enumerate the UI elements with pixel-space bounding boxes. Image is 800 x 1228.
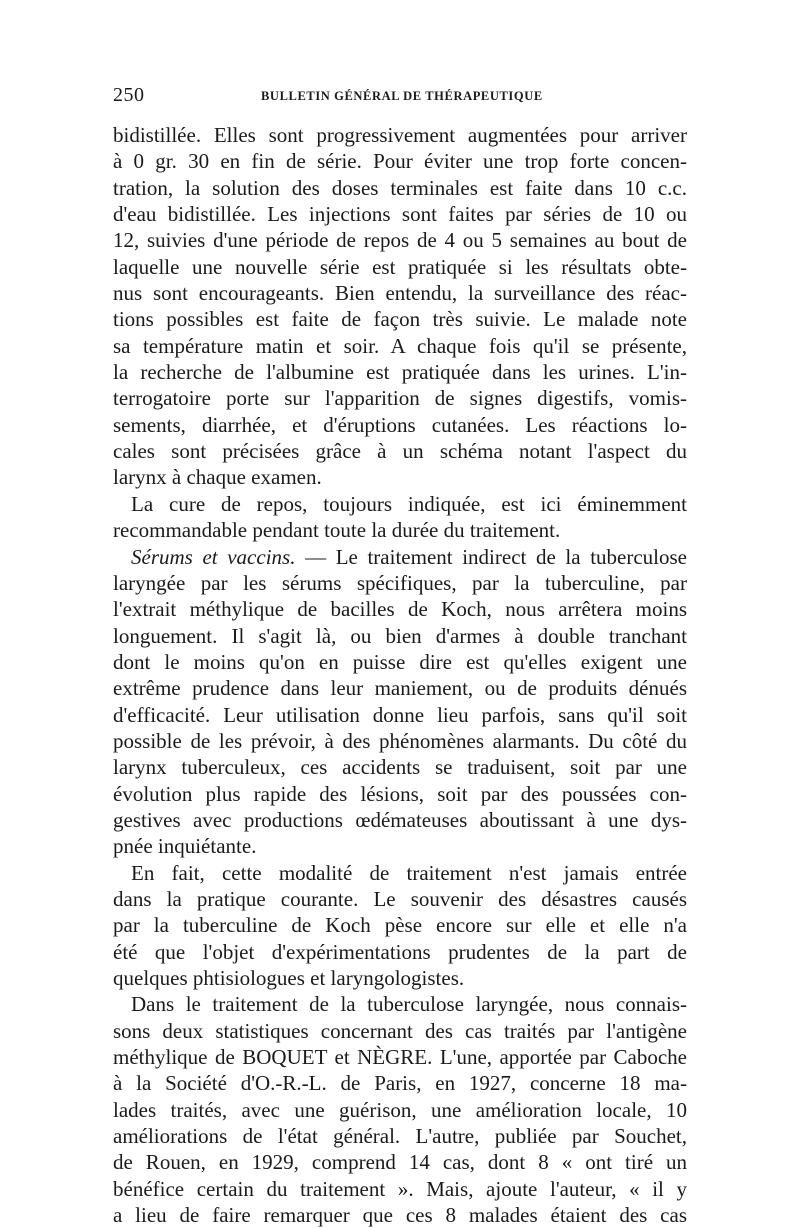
text-line: bidistillée. Elles sont progressivement augmentées pour arriver	[113, 123, 687, 147]
text-line: laryngée par les sérums spécifiques, par la tuberculine, par	[113, 570, 687, 595]
text-line: larynx tuberculeux, ces accidents se traduisent, soit par une	[113, 755, 687, 780]
section-heading-line: Sérums et vaccins. — Le traitement indirect de la tuberculose	[131, 544, 687, 569]
text-line: évolution plus rapide des lésions, soit par des poussées con-	[113, 781, 687, 806]
text-line: l'extrait méthylique de bacilles de Koch, nous arrêtera moins	[113, 597, 687, 622]
text-line: améliorations de l'état général. L'autre, publiée par Souchet,	[113, 1124, 687, 1149]
text-line: bénéfice certain du traitement ». Mais, ajoute l'auteur, « il y	[113, 1176, 687, 1201]
page-number: 250	[113, 84, 145, 106]
text-line: Dans le traitement de la tuberculose laryngée, nous connais-	[131, 992, 687, 1017]
text-line: lades traités, avec une guérison, une amélioration locale, 10	[113, 1097, 687, 1122]
text-line: cales sont précisées grâce à un schéma notant l'aspect du	[113, 439, 687, 464]
text-line: larynx à chaque examen.	[113, 465, 322, 490]
text-line: nus sont encourageants. Bien entendu, la surveillance des réac-	[113, 281, 687, 306]
text-line: sements, diarrhée, et d'éruptions cutanées. Les réactions lo-	[113, 412, 687, 437]
text-line: tions possibles est faite de façon très suivie. Le malade note	[113, 307, 687, 332]
text-line: sons deux statistiques concernant des cas traités par l'antigène	[113, 1018, 687, 1043]
text-line: dont le moins qu'on en puisse dire est qu'elles exigent une	[113, 649, 687, 674]
text-line: été que l'objet d'expérimentations prudentes de la part de	[113, 939, 687, 964]
text-line: méthylique de BOQUET et NÈGRE. L'une, apportée par Caboche	[113, 1045, 687, 1070]
text-line: dans la pratique courante. Le souvenir des désastres causés	[113, 886, 687, 911]
text-line: pnée inquiétante.	[113, 834, 257, 859]
text-line: possible de les prévoir, à des phénomènes alarmants. Du côté du	[113, 728, 687, 753]
text-line: extrême prudence dans leur maniement, ou de produits dénués	[113, 676, 687, 701]
text-line: 12, suivies d'une période de repos de 4 ou 5 semaines au bout de	[113, 228, 687, 253]
text-line: d'efficacité. Leur utilisation donne lieu parfois, sans qu'il soit	[113, 702, 687, 727]
text-line: de Rouen, en 1929, comprend 14 cas, dont 8 « ont tiré un	[113, 1150, 687, 1175]
page-header	[113, 84, 687, 106]
section-heading-italic: Sérums et vaccins.	[131, 544, 296, 569]
body-text	[113, 122, 687, 1228]
text-line: gestives avec productions œdémateuses aboutissant à une dys-	[113, 807, 687, 832]
text-line: tration, la solution des doses terminales est faite dans 10 c.c.	[113, 175, 687, 200]
text-line: à 0 gr. 30 en fin de série. Pour éviter une trop forte concen-	[113, 149, 687, 174]
running-head: BULLETIN GÉNÉRAL DE THÉRAPEUTIQUE	[261, 89, 543, 103]
text-line: La cure de repos, toujours indiquée, est ici éminemment	[131, 491, 687, 516]
text-line: la recherche de l'albumine est pratiquée dans les urines. L'in-	[113, 360, 687, 385]
text-line: terrogatoire porte sur l'apparition de signes digestifs, vomis-	[113, 386, 687, 411]
text-line: quelques phtisiologues et laryngologistes.	[113, 966, 465, 990]
text-line: à la Société d'O.-R.-L. de Paris, en 1927, concerne 18 ma-	[113, 1071, 687, 1096]
text-line: recommandable pendant toute la durée du traitement.	[113, 518, 561, 543]
text-line: longuement. Il s'agit là, ou bien d'armes à double tranchant	[113, 623, 687, 648]
text-line: d'eau bidistillée. Les injections sont faites par séries de 10 ou	[113, 202, 687, 227]
text-line: laquelle une nouvelle série est pratiquée si les résultats obte-	[113, 254, 687, 279]
text-line: En fait, cette modalité de traitement n'est jamais entrée	[131, 860, 687, 885]
text-line: sa température matin et soir. A chaque fois qu'il se présente,	[113, 333, 687, 358]
text-line: a lieu de faire remarquer que ces 8 malades étaient des cas	[113, 1203, 687, 1228]
text-line: par la tuberculine de Koch pèse encore sur elle et elle n'a	[113, 913, 687, 938]
